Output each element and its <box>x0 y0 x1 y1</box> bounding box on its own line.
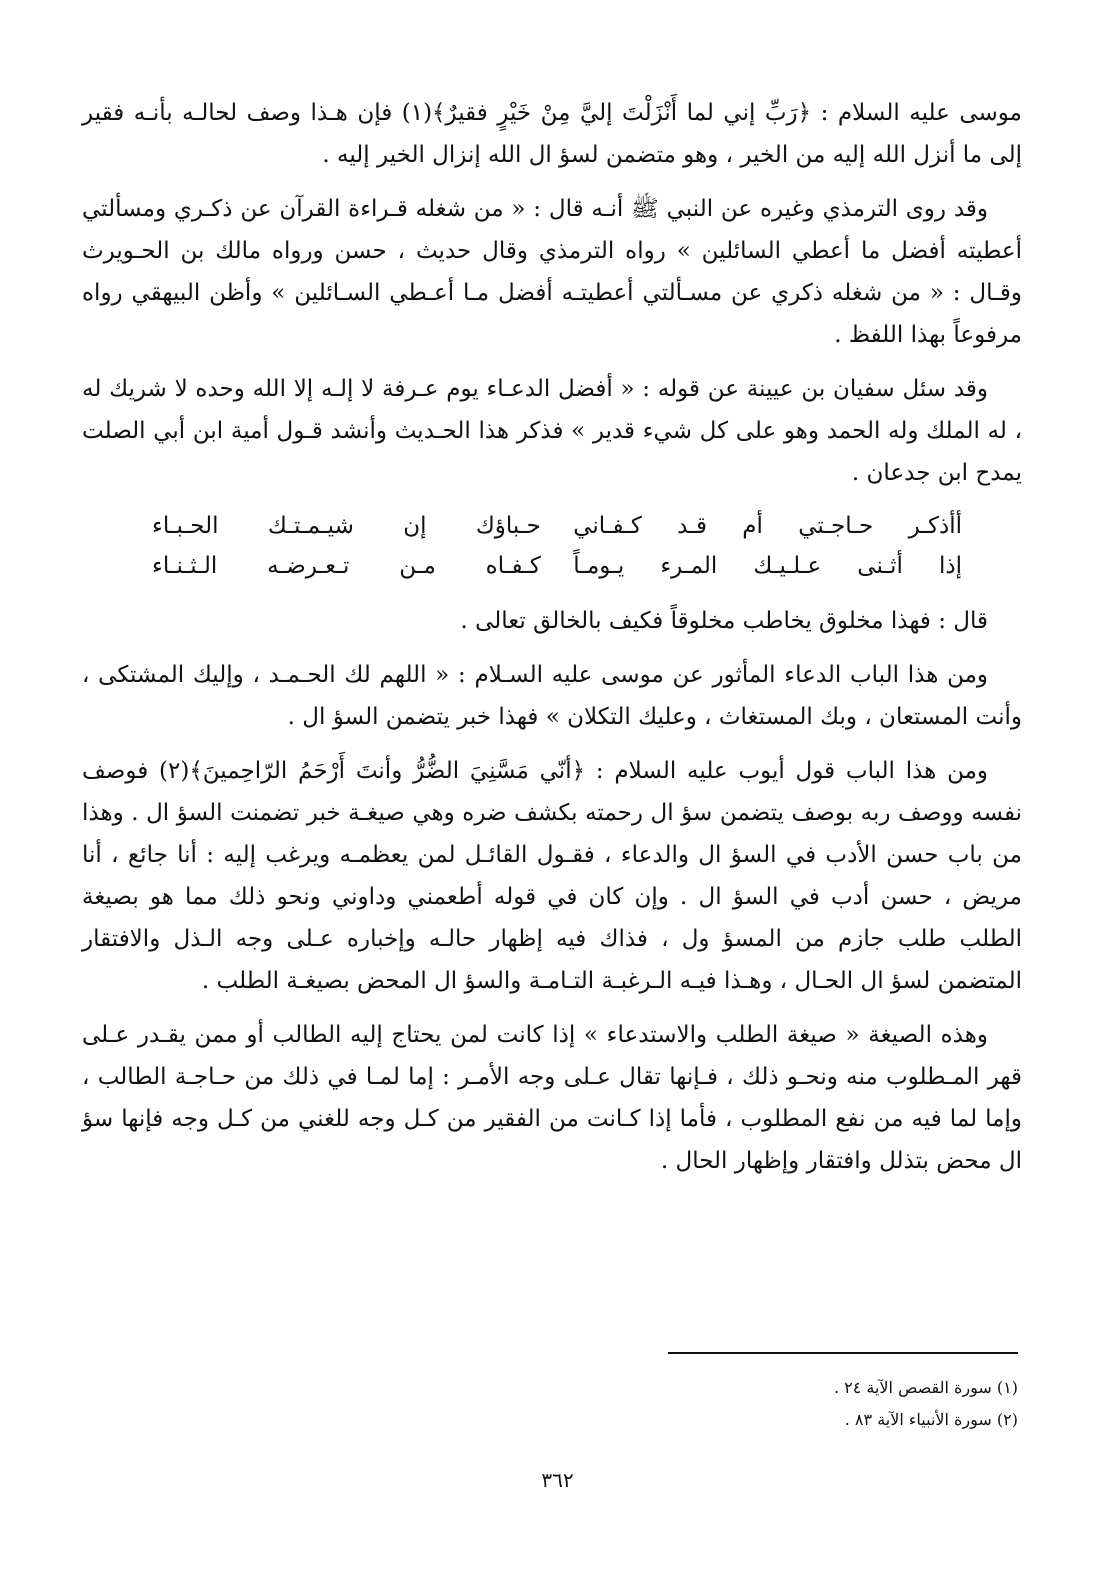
paragraph-4: قال : فهذا مخلوق يخاطب مخلوقاً فكيف بالخالق تعالى . <box>460 608 988 634</box>
paragraph-7: وهذه الصيغة « صيغة الطلب والاستدعاء » إذا كانت لمن يحتاج إليه الطالب أو ممن يقـدر عـلى قهر المـطلوب منه ونحـو ذلك ، فـإنها تقال عـلى وجه الأمـر : إما لمـا في ذلك من حـاجـة الطالب ، وإما لما فيه من نفع المطلوب ، فأما إذا كـانت من الفقير من كـل وجه للغني من كـل وجه فإنها سؤ ال محض بتذلل وافتقار وإظهار الحال . <box>82 1022 1022 1174</box>
footnote-separator <box>668 1352 1018 1354</box>
verse-1-second-hemistich: حـباؤك إن شيـمـتـك الحـبـاء <box>152 513 541 539</box>
paragraph-2: وقد روى الترمذي وغيره عن النبي ﷺ أنـه قال : « من شغله قـراءة القرآن عن ذكـري ومسألتي أعطيته أفضل ما أعطي السائلين » رواه الترمذي وقال حديث ، حسن ورواه مالك بن الحـويرث وقـال : « من شغله ذكري عن مسـألتي أعطيتـه أفضل مـا أعـطي السـائلين » وأظن البيهقي رواه مرفوعاً بهذا اللفظ . <box>82 196 1022 348</box>
verse-1-first-hemistich: أأذكـر حـاجـتي أم قـد كـفـاني <box>573 513 962 539</box>
poem <box>152 506 962 586</box>
footnotes <box>500 1372 1018 1436</box>
paragraph-3: وقد سئل سفيان بن عيينة عن قوله : « أفضل الدعـاء يوم عـرفة لا إلـه إلا الله وحده لا شريك له ، له الملك وله الحمد وهو على كل شيء قدير » فذكر هذا الحـديث وأنشد قـول أمية ابن أبي الصلت يمدح ابن جدعان . <box>82 376 1022 486</box>
paragraph-5: ومن هذا الباب الدعاء المأثور عن موسى عليه السـلام : « اللهم لك الحـمـد ، وإليك المشتكى ، وأنت المستعان ، وبك المستغاث ، وعليك التكلان » فهذا خبر يتضمن السؤ ال . <box>82 662 1022 730</box>
verse-2-second-hemistich: كـفـاه مـن تـعـرضـه الـثـنـاء <box>152 553 541 579</box>
page-number: ٣٦٢ <box>541 1468 574 1492</box>
poem-verse-2 <box>152 546 962 586</box>
verse-2-first-hemistich: إذا أثـنى عـلـيـك المـرء يـومـاً <box>573 553 962 579</box>
main-text <box>82 92 1022 1194</box>
paragraph-1: موسى عليه السلام : ﴿رَبِّ إني لما أَنْزَلْتَ إليَّ مِنْ خَيْرٍ فقيرٌ﴾(١) فإن هـذا وصف لحالـه بأنـه فقير إلى ما أنزل الله إليه من الخير ، وهو متضمن لسؤ ال الله إنزال الخير إليه . <box>82 100 1022 168</box>
footnote-2: (٢) سورة الأنبياء الآية ٨٣ . <box>844 1410 1018 1429</box>
paragraph-6: ومن هذا الباب قول أيوب عليه السلام : ﴿أنّي مَسَّنِيَ الضُّرُّ وأنتَ أَرْحَمُ الرّاحِمينَ﴾(٢) فوصف نفسه ووصف ربه بوصف يتضمن سؤ ال رحمته بكشف ضره وهي صيغـة خبر تضمنت السؤ ال . وهذا من باب حسن الأدب في السؤ ال والدعاء ، فقـول القائـل لمن يعظمـه ويرغب إليه : أنا جائع ، أنا مريض ، حسن أدب في السؤ ال . وإن كان في قوله أطعمني وداوني ونحو ذلك مما هو بصيغة الطلب طلب جازم من المسؤ ول ، فذاك فيه إظهار حالـه وإخباره عـلى وجه الـذل والافتقار المتضمن لسؤ ال الحـال ، وهـذا فيـه الـرغبـة التـامـة والسؤ ال المحض بصيغـة الطلب . <box>82 758 1022 994</box>
poem-verse-1 <box>152 506 962 546</box>
footnote-1: (١) سورة القصص الآية ٢٤ . <box>833 1378 1018 1397</box>
